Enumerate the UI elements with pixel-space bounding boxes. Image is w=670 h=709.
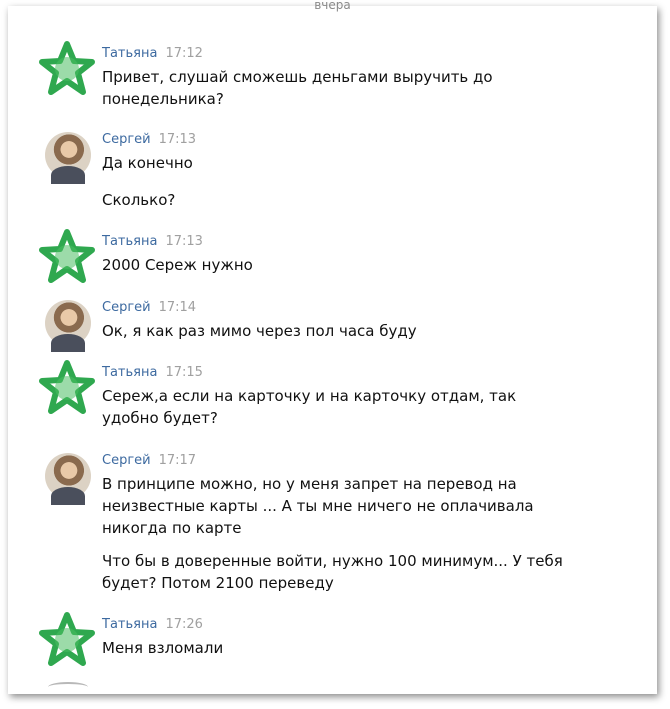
message-author[interactable]	[102, 453, 196, 468]
chat-window	[8, 0, 657, 694]
message-author[interactable]	[102, 46, 203, 61]
message-time: 17:26	[165, 617, 203, 632]
message-time: 17:15	[165, 365, 203, 380]
message-author[interactable]	[102, 300, 196, 315]
message-text: В принципе можно, но у меня запрет на перевод на неизвестные карты ... А ты мне ничего не оплачивала никогда по карте	[102, 475, 534, 537]
message-text: 2000 Сереж нужно	[102, 256, 253, 274]
message-text: Меня взломали	[102, 639, 224, 657]
message-author[interactable]	[102, 234, 203, 249]
message-text: Сереж,а если на карточку и на карточку отдам, так удобно будет?	[102, 387, 517, 427]
star-icon[interactable]	[40, 42, 94, 96]
date-divider: вчера	[314, 0, 351, 12]
message-text: Что бы в доверенные войти, нужно 100 минимум... У тебя будет? Потом 2100 переведу	[102, 552, 563, 592]
message-time: 17:13	[158, 132, 197, 147]
star-icon[interactable]	[40, 230, 94, 284]
message-author[interactable]	[102, 617, 203, 632]
message-time: 17:13	[165, 234, 203, 249]
avatar[interactable]	[45, 132, 91, 178]
message-author[interactable]	[102, 365, 203, 380]
author-name[interactable]: Сергей	[102, 300, 151, 315]
author-name[interactable]: Татьяна	[102, 46, 158, 61]
author-name[interactable]: Сергей	[102, 453, 151, 468]
message-time: 17:12	[165, 46, 203, 61]
avatar[interactable]	[45, 300, 91, 346]
next-avatar-peek	[48, 682, 88, 692]
author-name[interactable]: Татьяна	[102, 617, 158, 632]
star-icon[interactable]	[40, 361, 94, 415]
message-time: 17:14	[158, 300, 197, 315]
avatar[interactable]	[45, 453, 91, 499]
star-icon[interactable]	[40, 613, 94, 667]
author-name[interactable]: Сергей	[102, 132, 151, 147]
message-text: Привет, слушай сможешь деньгами выручить до понедельника?	[102, 68, 493, 108]
message-text: Да конечно	[102, 154, 193, 172]
author-name[interactable]: Татьяна	[102, 234, 158, 249]
message-text: Сколько?	[102, 191, 176, 209]
message-time: 17:17	[158, 453, 197, 468]
author-name[interactable]: Татьяна	[102, 365, 158, 380]
message-text: Ок, я как раз мимо через пол часа буду	[102, 322, 417, 340]
message-author[interactable]	[102, 132, 196, 147]
bottom-edge	[8, 684, 657, 694]
